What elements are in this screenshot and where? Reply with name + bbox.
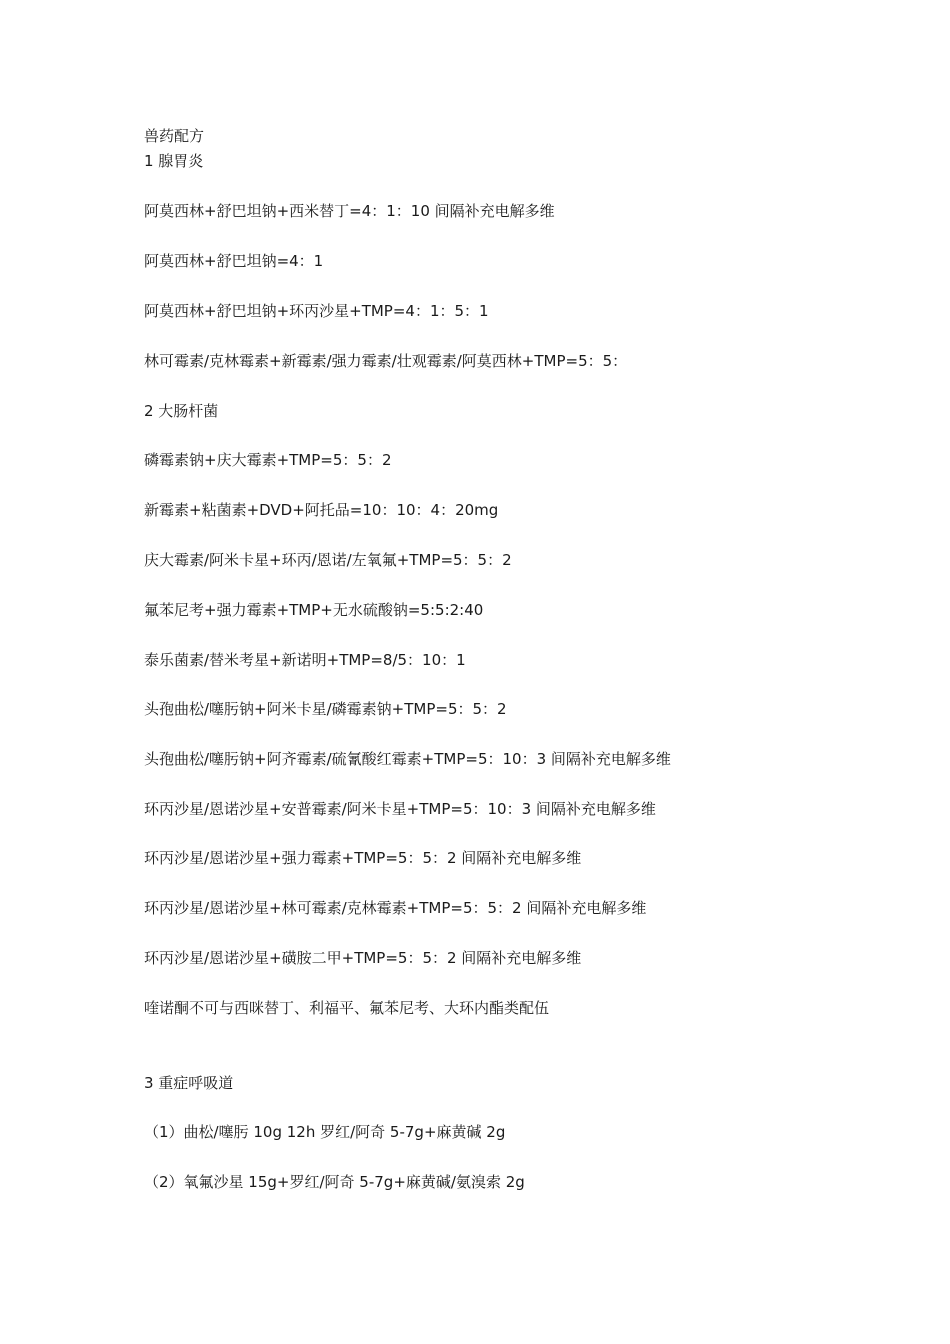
section-heading-1: 1 腺胃炎 [144,152,204,170]
formula-line: 阿莫西林+舒巴坦钠+环丙沙星+TMP=4：1：5：1 [144,302,489,320]
formula-line: 新霉素+粘菌素+DVD+阿托品=10：10：4：20mg [144,501,499,519]
formula-line: 阿莫西林+舒巴坦钠=4：1 [144,252,324,270]
formula-line: 环丙沙星/恩诺沙星+磺胺二甲+TMP=5：5：2 间隔补充电解多维 [144,949,582,967]
formula-line: 氟苯尼考+强力霉素+TMP+无水硫酸钠=5:5:2:40 [144,601,484,619]
formula-line: 阿莫西林+舒巴坦钠+西米替丁=4：1：10 间隔补充电解多维 [144,202,555,220]
formula-line: 头孢曲松/噻肟钠+阿齐霉素/硫氰酸红霉素+TMP=5：10：3 间隔补充电解多维 [144,750,671,768]
formula-line: 庆大霉素/阿米卡星+环丙/恩诺/左氧氟+TMP=5：5：2 [144,551,512,569]
section-heading-2: 2 大肠杆菌 [144,402,219,420]
formula-line: 泰乐菌素/替米考星+新诺明+TMP=8/5：10：1 [144,651,466,669]
formula-line: （1）曲松/噻肟 10g 12h 罗红/阿奇 5-7g+麻黄碱 2g [144,1123,506,1141]
formula-line: 林可霉素/克林霉素+新霉素/强力霉素/壮观霉素/阿莫西林+TMP=5：5： [144,352,628,370]
formula-line: 环丙沙星/恩诺沙星+强力霉素+TMP=5：5：2 间隔补充电解多维 [144,849,582,867]
formula-line: 环丙沙星/恩诺沙星+林可霉素/克林霉素+TMP=5：5：2 间隔补充电解多维 [144,899,647,917]
formula-line: 环丙沙星/恩诺沙星+安普霉素/阿米卡星+TMP=5：10：3 间隔补充电解多维 [144,800,656,818]
formula-line: 头孢曲松/噻肟钠+阿米卡星/磷霉素钠+TMP=5：5：2 [144,700,507,718]
note-line: 喹诺酮不可与西咪替丁、利福平、氟苯尼考、大环内酯类配伍 [144,999,550,1017]
formula-line: （2）氧氟沙星 15g+罗红/阿奇 5-7g+麻黄碱/氨溴索 2g [144,1173,525,1191]
document-title: 兽药配方 [144,127,205,145]
formula-line: 磷霉素钠+庆大霉素+TMP=5：5：2 [144,451,392,469]
section-heading-3: 3 重症呼吸道 [144,1074,234,1092]
